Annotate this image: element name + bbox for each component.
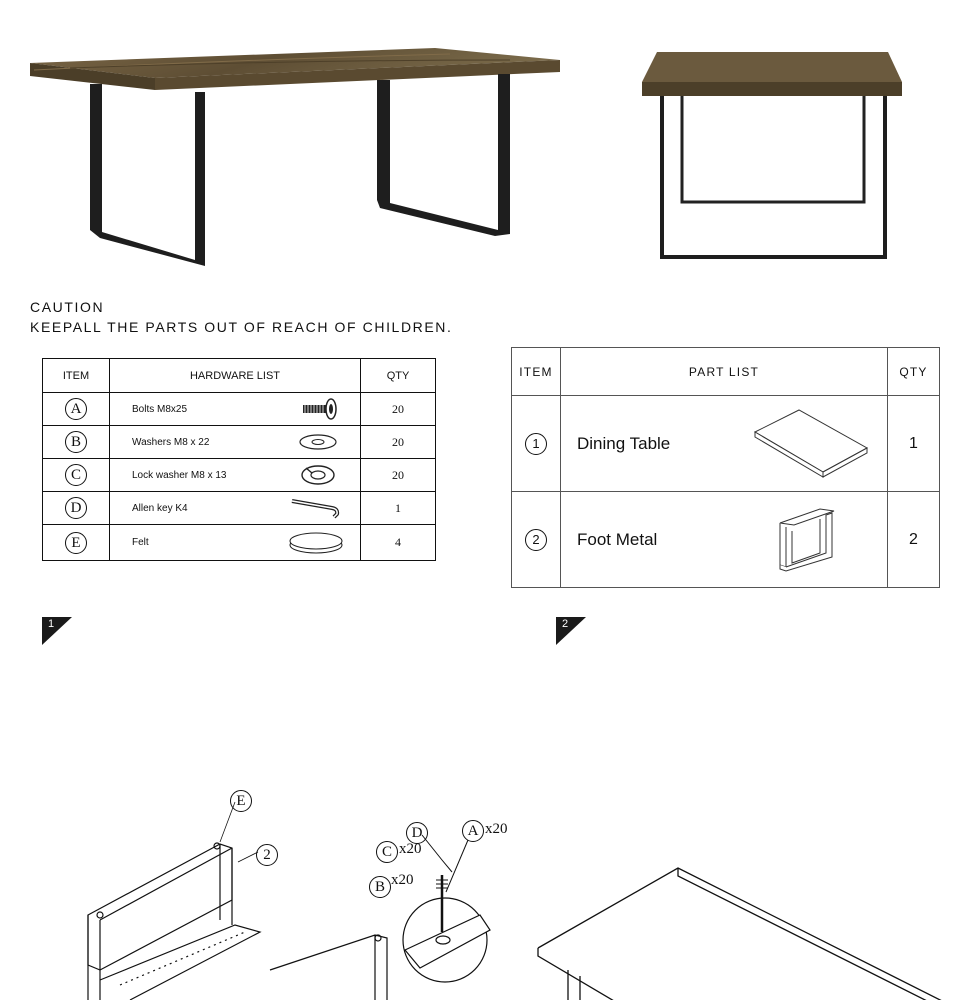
header-item: ITEM: [43, 359, 110, 393]
item-letter: E: [65, 532, 87, 554]
header-qty: QTY: [361, 359, 436, 393]
caution-note: [30, 297, 453, 337]
item-qty: 20: [361, 393, 436, 426]
assembly-diagram-step-2: [530, 860, 960, 1000]
item-letter: C: [65, 464, 87, 486]
table-row: [43, 393, 436, 426]
item-qty: 20: [361, 426, 436, 459]
callout-a: A: [462, 820, 484, 842]
caution-heading: CAUTION: [30, 299, 105, 315]
part-list-table: [511, 347, 940, 588]
part-number: 2: [525, 529, 547, 551]
part-name: Dining Table: [577, 433, 671, 453]
caution-text: KEEPALL THE PARTS OUT OF REACH OF CHILDREN.: [30, 319, 453, 335]
part-qty: 2: [888, 492, 940, 588]
item-name: Felt: [132, 537, 149, 548]
step-number: 2: [562, 618, 569, 630]
header-part-list: PART LIST: [561, 348, 888, 396]
tabletop-icon: [753, 408, 871, 480]
item-name: Lock washer M8 x 13: [132, 469, 227, 481]
item-qty: 1: [361, 492, 436, 525]
table-header-row: [43, 359, 436, 393]
callout-d: D: [406, 822, 428, 844]
table-header-row: [512, 348, 940, 396]
washer-icon: [298, 433, 338, 451]
callout-c-count: x20: [399, 841, 422, 857]
table-row: [43, 459, 436, 492]
lock-washer-icon: [298, 464, 338, 486]
item-name: Allen key K4: [132, 502, 188, 514]
table-row: [43, 426, 436, 459]
table-row: [43, 525, 436, 561]
allen-key-icon: [290, 497, 342, 519]
callout-c: C: [376, 841, 398, 863]
part-qty: 1: [888, 396, 940, 492]
item-name: Bolts M8x25: [132, 403, 188, 415]
header-hardware-list: HARDWARE LIST: [110, 359, 361, 393]
header-qty: QTY: [888, 348, 940, 396]
assembly-diagram-step-1: [60, 780, 530, 1000]
table-row: [512, 396, 940, 492]
callout-2: 2: [256, 844, 278, 866]
table-row: [43, 492, 436, 525]
felt-pad-icon: [288, 531, 344, 555]
callout-b: B: [369, 876, 391, 898]
item-qty: 20: [361, 459, 436, 492]
header-item: ITEM: [512, 348, 561, 396]
table-photo-front: [30, 40, 565, 275]
callout-a-count: x20: [485, 821, 508, 837]
table-row: [512, 492, 940, 588]
table-photo-side: [642, 50, 907, 265]
metal-leg-frame-icon: [776, 507, 838, 573]
item-letter: D: [65, 497, 87, 519]
callout-b-count: x20: [391, 872, 414, 888]
part-number: 1: [525, 433, 547, 455]
part-name: Foot Metal: [577, 529, 658, 549]
item-letter: B: [65, 431, 87, 453]
step-marker-1: [42, 617, 72, 645]
item-name: Washers M8 x 22: [132, 436, 210, 448]
bolt-icon: [302, 398, 338, 420]
step-number: 1: [48, 618, 55, 630]
hardware-list-table: [42, 358, 436, 561]
step-marker-2: [556, 617, 586, 645]
callout-e: E: [230, 790, 252, 812]
item-qty: 4: [361, 525, 436, 561]
item-letter: A: [65, 398, 87, 420]
